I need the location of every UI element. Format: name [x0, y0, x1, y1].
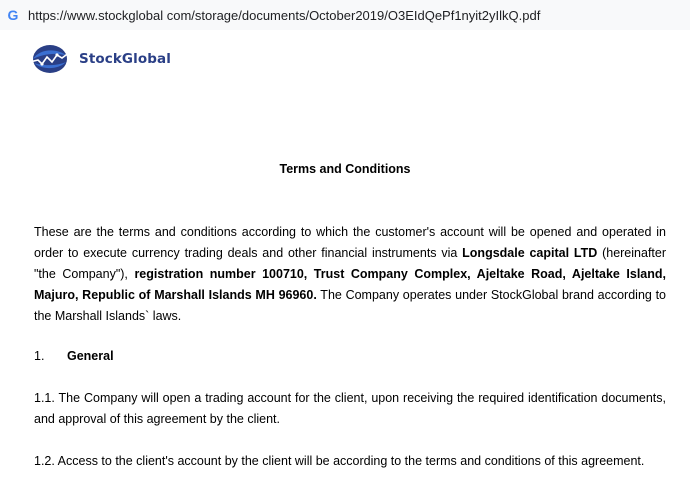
clause-text: Access to the client's account by the client will be according to the terms and conditions of this agreement.	[57, 454, 645, 468]
intro-text-2: (hereinafter "the Company"),	[34, 246, 667, 281]
clause-1-1	[34, 388, 666, 430]
section-number: 1.	[34, 349, 45, 363]
company-name: Longsdale capital LTD	[462, 246, 598, 260]
registration-details: registration number 100710, Trust Company Complex, Ajeltake Road, Ajeltake Island, Majuro, Republic of Marshall Islands MH 96960.	[34, 267, 666, 302]
intro-text-1: These are the terms and conditions according to which the customer's account will be opened and operated in order to execute currency trading deals and other financial instruments via	[34, 225, 666, 260]
intro-text-3: The Company operates under StockGlobal brand according to the Marshall Islands` laws.	[34, 288, 666, 323]
intro-paragraph	[34, 222, 666, 327]
document-title: Terms and Conditions	[279, 162, 411, 176]
section-title: General	[67, 349, 114, 363]
clause-1-2	[34, 451, 690, 472]
section-heading	[34, 346, 114, 367]
clause-number: 1.2.	[34, 454, 55, 468]
pdf-page	[0, 30, 690, 501]
clause-text: The Company will open a trading account for the client, upon receiving the required identification documents, and approval of this agreement by the client.	[34, 391, 667, 426]
address-bar[interactable]	[0, 0, 690, 30]
brand-name: StockGlobal	[79, 51, 171, 67]
brand-logo	[30, 42, 171, 76]
globe-logo-icon	[30, 42, 70, 76]
url-text[interactable]: https://www.stockglobal com/storage/documents/October2019/O3EIdQePf1nyit2yIlkQ.pdf	[28, 7, 541, 23]
clause-number: 1.1.	[34, 391, 55, 405]
google-icon: G	[7, 7, 19, 23]
